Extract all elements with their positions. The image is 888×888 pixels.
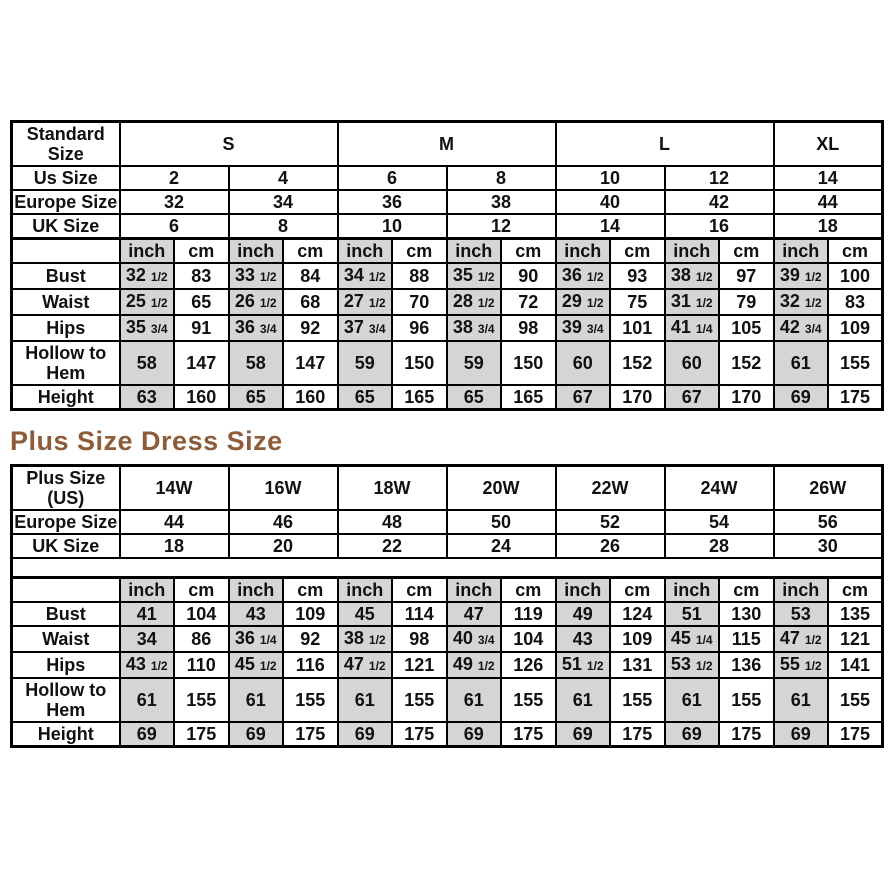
cm-value-cell: 93 bbox=[610, 263, 665, 289]
inch-value-cell: 45 bbox=[338, 602, 393, 626]
inch-header-cell: inch bbox=[665, 578, 720, 603]
inch-value-cell: 27 1/2 bbox=[338, 289, 393, 315]
size-value-cell: 22W bbox=[556, 466, 665, 511]
cm-header-cell: cm bbox=[501, 239, 556, 264]
fraction-part: 1/2 bbox=[477, 659, 495, 673]
size-group-header: L bbox=[556, 122, 774, 167]
cm-value-cell: 152 bbox=[719, 341, 774, 385]
plus-size-section-title: Plus Size Dress Size bbox=[10, 426, 283, 456]
row-label: UK Size bbox=[12, 534, 120, 558]
cm-value-cell: 105 bbox=[719, 315, 774, 341]
cm-value-cell: 170 bbox=[719, 385, 774, 410]
measure-row bbox=[12, 602, 883, 626]
standard-size-table bbox=[10, 120, 884, 411]
cm-value-cell: 147 bbox=[174, 341, 229, 385]
inch-header-cell: inch bbox=[556, 239, 611, 264]
inch-value-cell: 69 bbox=[447, 722, 502, 747]
cm-header-cell: cm bbox=[283, 239, 338, 264]
size-value-cell: 16 bbox=[665, 214, 774, 239]
inch-value-cell: 61 bbox=[774, 678, 829, 722]
cm-value-cell: 141 bbox=[828, 652, 883, 678]
size-value-cell: 18 bbox=[774, 214, 883, 239]
cm-value-cell: 175 bbox=[283, 722, 338, 747]
row-label: Europe Size bbox=[12, 190, 120, 214]
size-value-cell: 2 bbox=[120, 166, 229, 190]
fraction-part: 1/2 bbox=[804, 270, 822, 284]
inch-value-cell: 67 bbox=[665, 385, 720, 410]
cm-value-cell: 155 bbox=[174, 678, 229, 722]
cm-value-cell: 72 bbox=[501, 289, 556, 315]
inch-header-cell: inch bbox=[447, 239, 502, 264]
fraction-part: 3/4 bbox=[259, 322, 277, 336]
size-value-cell: 12 bbox=[665, 166, 774, 190]
inch-value-cell: 65 bbox=[338, 385, 393, 410]
inch-header-cell: inch bbox=[229, 239, 284, 264]
inch-value-cell: 37 3/4 bbox=[338, 315, 393, 341]
empty-corner-cell bbox=[12, 239, 120, 264]
fraction-part: 1/2 bbox=[477, 270, 495, 284]
inch-value-cell: 39 1/2 bbox=[774, 263, 829, 289]
inch-value-cell: 59 bbox=[338, 341, 393, 385]
fraction-part: 1/2 bbox=[586, 270, 604, 284]
size-value-cell: 20W bbox=[447, 466, 556, 511]
inch-value-cell: 41 1/4 bbox=[665, 315, 720, 341]
cm-value-cell: 155 bbox=[828, 341, 883, 385]
inch-value-cell: 43 1/2 bbox=[120, 652, 175, 678]
fraction-part: 3/4 bbox=[477, 322, 495, 336]
row-label: Hollow to Hem bbox=[12, 341, 120, 385]
inch-value-cell: 69 bbox=[665, 722, 720, 747]
fraction-part: 1/4 bbox=[259, 633, 277, 647]
corner-label: Standard Size bbox=[12, 122, 120, 167]
cm-value-cell: 155 bbox=[501, 678, 556, 722]
inch-value-cell: 58 bbox=[229, 341, 284, 385]
inch-value-cell: 35 1/2 bbox=[447, 263, 502, 289]
size-value-cell: 14 bbox=[774, 166, 883, 190]
fraction-part: 1/2 bbox=[150, 296, 168, 310]
inch-value-cell: 38 3/4 bbox=[447, 315, 502, 341]
cm-header-cell: cm bbox=[719, 578, 774, 603]
inch-value-cell: 61 bbox=[556, 678, 611, 722]
cm-header-cell: cm bbox=[283, 578, 338, 603]
measure-row bbox=[12, 315, 883, 341]
info-row bbox=[12, 214, 883, 239]
size-value-cell: 24W bbox=[665, 466, 774, 511]
inch-value-cell: 69 bbox=[556, 722, 611, 747]
fraction-part: 1/4 bbox=[695, 633, 713, 647]
cm-header-cell: cm bbox=[828, 578, 883, 603]
inch-value-cell: 60 bbox=[556, 341, 611, 385]
measure-row bbox=[12, 652, 883, 678]
cm-value-cell: 109 bbox=[828, 315, 883, 341]
cm-value-cell: 100 bbox=[828, 263, 883, 289]
inch-value-cell: 45 1/2 bbox=[229, 652, 284, 678]
cm-value-cell: 75 bbox=[610, 289, 665, 315]
fraction-part: 1/2 bbox=[368, 659, 386, 673]
cm-value-cell: 65 bbox=[174, 289, 229, 315]
cm-value-cell: 160 bbox=[174, 385, 229, 410]
info-row bbox=[12, 466, 883, 511]
inch-value-cell: 49 bbox=[556, 602, 611, 626]
inch-value-cell: 69 bbox=[774, 722, 829, 747]
fraction-part: 1/2 bbox=[259, 659, 277, 673]
inch-value-cell: 63 bbox=[120, 385, 175, 410]
cm-value-cell: 114 bbox=[392, 602, 447, 626]
fraction-part: 1/2 bbox=[259, 296, 277, 310]
row-label: Hips bbox=[12, 315, 120, 341]
cm-header-cell: cm bbox=[719, 239, 774, 264]
inch-value-cell: 69 bbox=[120, 722, 175, 747]
info-row bbox=[12, 534, 883, 558]
cm-header-cell: cm bbox=[174, 239, 229, 264]
inch-value-cell: 51 1/2 bbox=[556, 652, 611, 678]
fraction-part: 1/2 bbox=[477, 296, 495, 310]
fraction-part: 1/2 bbox=[695, 296, 713, 310]
size-group-header: XL bbox=[774, 122, 883, 167]
size-value-cell: 14 bbox=[556, 214, 665, 239]
inch-value-cell: 55 1/2 bbox=[774, 652, 829, 678]
size-value-cell: 48 bbox=[338, 510, 447, 534]
cm-value-cell: 68 bbox=[283, 289, 338, 315]
inch-value-cell: 60 bbox=[665, 341, 720, 385]
fraction-part: 1/2 bbox=[804, 659, 822, 673]
size-value-cell: 22 bbox=[338, 534, 447, 558]
size-value-cell: 42 bbox=[665, 190, 774, 214]
inch-value-cell: 53 1/2 bbox=[665, 652, 720, 678]
cm-value-cell: 126 bbox=[501, 652, 556, 678]
row-label: Waist bbox=[12, 626, 120, 652]
inch-value-cell: 25 1/2 bbox=[120, 289, 175, 315]
fraction-part: 3/4 bbox=[804, 322, 822, 336]
fraction-part: 1/2 bbox=[368, 296, 386, 310]
inch-header-cell: inch bbox=[774, 578, 829, 603]
inch-value-cell: 58 bbox=[120, 341, 175, 385]
fraction-part: 1/2 bbox=[259, 270, 277, 284]
row-label: Europe Size bbox=[12, 510, 120, 534]
size-group-header: S bbox=[120, 122, 338, 167]
cm-value-cell: 115 bbox=[719, 626, 774, 652]
inch-value-cell: 43 bbox=[229, 602, 284, 626]
size-value-cell: 28 bbox=[665, 534, 774, 558]
cm-value-cell: 175 bbox=[828, 722, 883, 747]
row-label: Bust bbox=[12, 602, 120, 626]
inch-value-cell: 59 bbox=[447, 341, 502, 385]
cm-value-cell: 175 bbox=[501, 722, 556, 747]
row-label: Hollow to Hem bbox=[12, 678, 120, 722]
unit-header-row bbox=[12, 578, 883, 603]
info-row bbox=[12, 510, 883, 534]
inch-value-cell: 45 1/4 bbox=[665, 626, 720, 652]
measure-row bbox=[12, 678, 883, 722]
inch-header-cell: inch bbox=[338, 239, 393, 264]
inch-value-cell: 41 bbox=[120, 602, 175, 626]
plus-size-table bbox=[10, 464, 884, 748]
fraction-part: 3/4 bbox=[586, 322, 604, 336]
size-value-cell: 6 bbox=[338, 166, 447, 190]
inch-value-cell: 67 bbox=[556, 385, 611, 410]
empty-corner-cell bbox=[12, 578, 120, 603]
measure-row bbox=[12, 722, 883, 747]
size-value-cell: 34 bbox=[229, 190, 338, 214]
size-value-cell: 32 bbox=[120, 190, 229, 214]
cm-value-cell: 160 bbox=[283, 385, 338, 410]
inch-value-cell: 39 3/4 bbox=[556, 315, 611, 341]
size-value-cell: 46 bbox=[229, 510, 338, 534]
cm-value-cell: 90 bbox=[501, 263, 556, 289]
cm-value-cell: 98 bbox=[392, 626, 447, 652]
cm-header-cell: cm bbox=[501, 578, 556, 603]
cm-value-cell: 124 bbox=[610, 602, 665, 626]
fraction-part: 3/4 bbox=[368, 322, 386, 336]
inch-header-cell: inch bbox=[447, 578, 502, 603]
cm-value-cell: 88 bbox=[392, 263, 447, 289]
cm-value-cell: 130 bbox=[719, 602, 774, 626]
size-value-cell: 36 bbox=[338, 190, 447, 214]
cm-header-cell: cm bbox=[828, 239, 883, 264]
cm-value-cell: 91 bbox=[174, 315, 229, 341]
measure-row bbox=[12, 626, 883, 652]
cm-value-cell: 83 bbox=[174, 263, 229, 289]
cm-value-cell: 155 bbox=[719, 678, 774, 722]
fraction-part: 1/2 bbox=[586, 296, 604, 310]
inch-value-cell: 28 1/2 bbox=[447, 289, 502, 315]
inch-value-cell: 31 1/2 bbox=[665, 289, 720, 315]
cm-value-cell: 155 bbox=[283, 678, 338, 722]
measure-row bbox=[12, 263, 883, 289]
cm-value-cell: 104 bbox=[174, 602, 229, 626]
cm-value-cell: 121 bbox=[392, 652, 447, 678]
cm-value-cell: 119 bbox=[501, 602, 556, 626]
fraction-part: 1/2 bbox=[804, 296, 822, 310]
size-value-cell: 4 bbox=[229, 166, 338, 190]
size-value-cell: 44 bbox=[120, 510, 229, 534]
inch-value-cell: 61 bbox=[338, 678, 393, 722]
cm-value-cell: 165 bbox=[392, 385, 447, 410]
cm-header-cell: cm bbox=[610, 239, 665, 264]
cm-value-cell: 109 bbox=[610, 626, 665, 652]
fraction-part: 1/2 bbox=[150, 270, 168, 284]
cm-value-cell: 101 bbox=[610, 315, 665, 341]
inch-value-cell: 33 1/2 bbox=[229, 263, 284, 289]
cm-value-cell: 150 bbox=[392, 341, 447, 385]
size-value-cell: 30 bbox=[774, 534, 883, 558]
fraction-part: 1/4 bbox=[695, 322, 713, 336]
fraction-part: 1/2 bbox=[368, 633, 386, 647]
spacer-row bbox=[12, 558, 883, 578]
inch-value-cell: 40 3/4 bbox=[447, 626, 502, 652]
inch-value-cell: 36 1/2 bbox=[556, 263, 611, 289]
cm-value-cell: 121 bbox=[828, 626, 883, 652]
cm-value-cell: 92 bbox=[283, 626, 338, 652]
cm-value-cell: 84 bbox=[283, 263, 338, 289]
inch-value-cell: 36 1/4 bbox=[229, 626, 284, 652]
row-label: Height bbox=[12, 385, 120, 410]
cm-value-cell: 98 bbox=[501, 315, 556, 341]
cm-value-cell: 92 bbox=[283, 315, 338, 341]
fraction-part: 1/2 bbox=[586, 659, 604, 673]
inch-value-cell: 61 bbox=[120, 678, 175, 722]
inch-value-cell: 69 bbox=[338, 722, 393, 747]
size-value-cell: 56 bbox=[774, 510, 883, 534]
inch-value-cell: 36 3/4 bbox=[229, 315, 284, 341]
cm-value-cell: 109 bbox=[283, 602, 338, 626]
inch-value-cell: 61 bbox=[665, 678, 720, 722]
inch-value-cell: 61 bbox=[229, 678, 284, 722]
info-row bbox=[12, 166, 883, 190]
size-value-cell: 18 bbox=[120, 534, 229, 558]
cm-value-cell: 97 bbox=[719, 263, 774, 289]
row-label: Hips bbox=[12, 652, 120, 678]
fraction-part: 1/2 bbox=[695, 270, 713, 284]
size-value-cell: 26 bbox=[556, 534, 665, 558]
inch-header-cell: inch bbox=[338, 578, 393, 603]
spacer-cell bbox=[12, 558, 883, 578]
inch-value-cell: 32 1/2 bbox=[774, 289, 829, 315]
inch-header-cell: inch bbox=[665, 239, 720, 264]
size-value-cell: 38 bbox=[447, 190, 556, 214]
cm-value-cell: 170 bbox=[610, 385, 665, 410]
size-value-cell: 18W bbox=[338, 466, 447, 511]
cm-value-cell: 70 bbox=[392, 289, 447, 315]
cm-value-cell: 150 bbox=[501, 341, 556, 385]
cm-value-cell: 96 bbox=[392, 315, 447, 341]
unit-header-row bbox=[12, 239, 883, 264]
inch-value-cell: 35 3/4 bbox=[120, 315, 175, 341]
cm-value-cell: 155 bbox=[610, 678, 665, 722]
size-group-header: M bbox=[338, 122, 556, 167]
inch-value-cell: 69 bbox=[774, 385, 829, 410]
size-value-cell: 54 bbox=[665, 510, 774, 534]
size-value-cell: 8 bbox=[447, 166, 556, 190]
cm-value-cell: 147 bbox=[283, 341, 338, 385]
size-value-cell: 20 bbox=[229, 534, 338, 558]
row-label: Plus Size (US) bbox=[12, 466, 120, 511]
cm-value-cell: 83 bbox=[828, 289, 883, 315]
inch-value-cell: 42 3/4 bbox=[774, 315, 829, 341]
inch-value-cell: 69 bbox=[229, 722, 284, 747]
cm-value-cell: 86 bbox=[174, 626, 229, 652]
cm-value-cell: 136 bbox=[719, 652, 774, 678]
row-label: Waist bbox=[12, 289, 120, 315]
measure-row bbox=[12, 385, 883, 410]
fraction-part: 3/4 bbox=[477, 633, 495, 647]
inch-value-cell: 43 bbox=[556, 626, 611, 652]
cm-header-cell: cm bbox=[392, 239, 447, 264]
fraction-part: 1/2 bbox=[695, 659, 713, 673]
cm-value-cell: 110 bbox=[174, 652, 229, 678]
fraction-part: 1/2 bbox=[804, 633, 822, 647]
inch-value-cell: 47 bbox=[447, 602, 502, 626]
cm-value-cell: 175 bbox=[719, 722, 774, 747]
inch-header-cell: inch bbox=[120, 578, 175, 603]
size-value-cell: 16W bbox=[229, 466, 338, 511]
size-value-cell: 52 bbox=[556, 510, 665, 534]
inch-value-cell: 38 1/2 bbox=[665, 263, 720, 289]
size-value-cell: 14W bbox=[120, 466, 229, 511]
fraction-part: 3/4 bbox=[150, 322, 168, 336]
cm-value-cell: 104 bbox=[501, 626, 556, 652]
cm-header-cell: cm bbox=[610, 578, 665, 603]
size-value-cell: 24 bbox=[447, 534, 556, 558]
inch-value-cell: 65 bbox=[229, 385, 284, 410]
cm-value-cell: 175 bbox=[828, 385, 883, 410]
fraction-part: 1/2 bbox=[368, 270, 386, 284]
cm-value-cell: 135 bbox=[828, 602, 883, 626]
inch-header-cell: inch bbox=[229, 578, 284, 603]
inch-value-cell: 47 1/2 bbox=[338, 652, 393, 678]
cm-value-cell: 116 bbox=[283, 652, 338, 678]
cm-value-cell: 155 bbox=[392, 678, 447, 722]
row-label: Us Size bbox=[12, 166, 120, 190]
size-group-row bbox=[12, 122, 883, 167]
size-value-cell: 40 bbox=[556, 190, 665, 214]
inch-value-cell: 29 1/2 bbox=[556, 289, 611, 315]
inch-value-cell: 32 1/2 bbox=[120, 263, 175, 289]
fraction-part: 1/2 bbox=[150, 659, 168, 673]
cm-value-cell: 165 bbox=[501, 385, 556, 410]
cm-value-cell: 152 bbox=[610, 341, 665, 385]
measure-row bbox=[12, 341, 883, 385]
inch-value-cell: 65 bbox=[447, 385, 502, 410]
inch-header-cell: inch bbox=[120, 239, 175, 264]
row-label: UK Size bbox=[12, 214, 120, 239]
size-value-cell: 26W bbox=[774, 466, 883, 511]
inch-header-cell: inch bbox=[556, 578, 611, 603]
measure-row bbox=[12, 289, 883, 315]
size-value-cell: 10 bbox=[556, 166, 665, 190]
inch-value-cell: 34 1/2 bbox=[338, 263, 393, 289]
size-value-cell: 6 bbox=[120, 214, 229, 239]
cm-value-cell: 131 bbox=[610, 652, 665, 678]
size-value-cell: 44 bbox=[774, 190, 883, 214]
inch-value-cell: 38 1/2 bbox=[338, 626, 393, 652]
inch-value-cell: 26 1/2 bbox=[229, 289, 284, 315]
row-label: Bust bbox=[12, 263, 120, 289]
cm-value-cell: 79 bbox=[719, 289, 774, 315]
cm-value-cell: 175 bbox=[392, 722, 447, 747]
cm-value-cell: 175 bbox=[174, 722, 229, 747]
inch-value-cell: 53 bbox=[774, 602, 829, 626]
inch-value-cell: 61 bbox=[447, 678, 502, 722]
inch-value-cell: 47 1/2 bbox=[774, 626, 829, 652]
inch-value-cell: 51 bbox=[665, 602, 720, 626]
size-value-cell: 10 bbox=[338, 214, 447, 239]
cm-value-cell: 175 bbox=[610, 722, 665, 747]
row-label: Height bbox=[12, 722, 120, 747]
inch-header-cell: inch bbox=[774, 239, 829, 264]
size-value-cell: 8 bbox=[229, 214, 338, 239]
cm-value-cell: 155 bbox=[828, 678, 883, 722]
info-row bbox=[12, 190, 883, 214]
size-value-cell: 50 bbox=[447, 510, 556, 534]
size-value-cell: 12 bbox=[447, 214, 556, 239]
cm-header-cell: cm bbox=[392, 578, 447, 603]
inch-value-cell: 34 bbox=[120, 626, 175, 652]
cm-header-cell: cm bbox=[174, 578, 229, 603]
inch-value-cell: 61 bbox=[774, 341, 829, 385]
inch-value-cell: 49 1/2 bbox=[447, 652, 502, 678]
